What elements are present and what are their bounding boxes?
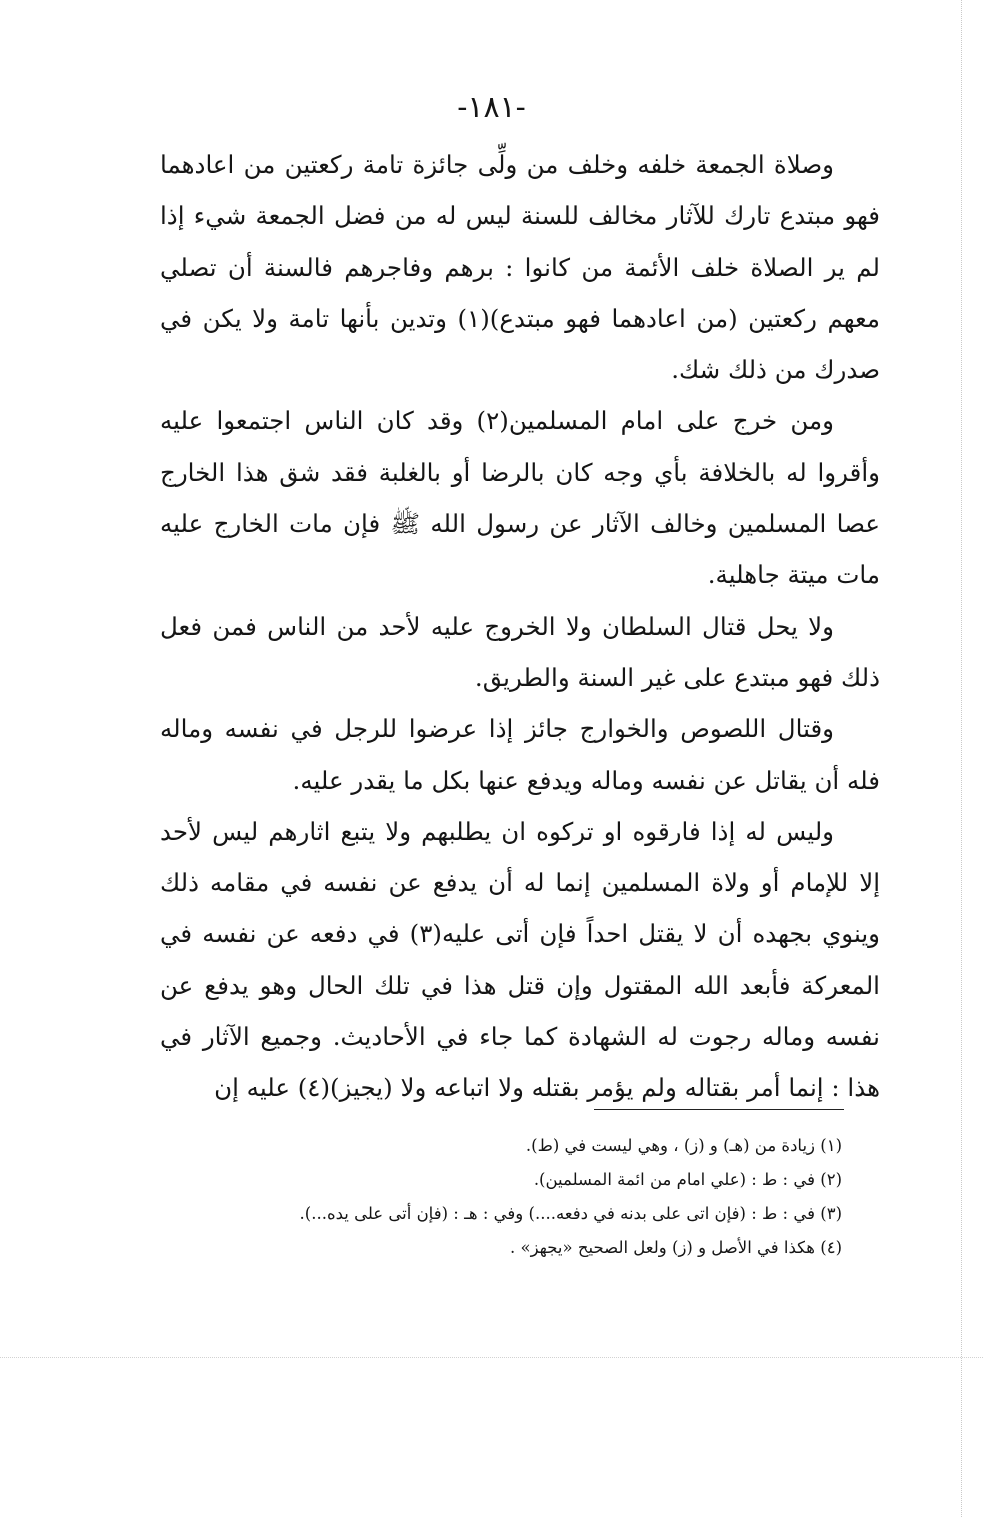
paragraph-5: وليس له إذا فارقوه او تركوه ان يطلبهم ولا يتبع اثارهم ليس لأحد إلا للإمام أو ولاة المسلمين إنما له أن يدفع عن نفسه في مقامه ذلك وينوي بجهده أن لا يقتل احداً فإن أتى عليه(٣) في دفعه عن نفسه في المعركة فأبعد الله المقتول وإن قتل هذا في تلك الحال وهو يدفع عن نفسه وماله رجوت له الشهادة كما جاء في الأحاديث. وجميع الآثار في هذا : إنما أمر بقتاله ولم يؤمر بقتله ولا اتباعه ولا (يجيز)(٤) عليه إن (160, 816, 881, 1103)
footnote-3: (٣) في : ط : (فإن اتى على بدنه في دفعه....) وفي : هـ : (فإن أتى على يده...). (299, 1204, 842, 1223)
footnote-1: (١) زيادة من (هـ) و (ز) ، وهي ليست في (ط). (525, 1136, 842, 1155)
footnote-4: (٤) هكذا في الأصل و (ز) ولعل الصحيح «يجهز» . (509, 1238, 842, 1257)
page-number: -١٨١- (457, 90, 526, 125)
footnote-2: (٢) في : ط : (علي امام من ائمة المسلمين). (533, 1170, 842, 1189)
footnotes (160, 1129, 880, 1265)
paragraph-4: وقتال اللصوص والخوارج جائز إذا عرضوا للرجل في نفسه وماله فله أن يقاتل عن نفسه وماله ويدفع عنها بكل ما يقدر عليه. (160, 714, 880, 795)
body-text (160, 139, 880, 1114)
paragraph-3: ولا يحل قتال السلطان ولا الخروج عليه لأحد من الناس فمن فعل ذلك فهو مبتدع على غير السنة والطريق. (160, 611, 880, 692)
scan-edge-bottom (0, 1357, 983, 1358)
paragraph-1: وصلاة الجمعة خلفه وخلف من ولِّى جائزة تامة ركعتين من اعادهما فهو مبتدع تارك للآثار مخالف للسنة ليس له من فضل الجمعة شيء إذا لم ير الصلاة خلف الأئمة من كانوا : برهم وفاجرهم فالسنة أن تصلي معهم ركعتين (من اعادهما فهو مبتدع)(١) وتدين بأنها تامة ولا يكن في صدرك من ذلك شك. (160, 150, 880, 385)
footnote-separator (594, 1109, 844, 1110)
paragraph-2: ومن خرج على امام المسلمين(٢) وقد كان الناس اجتمعوا عليه وأقروا له بالخلافة بأي وجه كان بالرضا أو بالغلبة فقد شق هذا الخارج عصا المسلمين وخالف الآثار عن رسول الله ﷺ فإن مات الخارج عليه مات ميتة جاهلية. (160, 406, 880, 590)
scan-edge-right (961, 0, 962, 1517)
